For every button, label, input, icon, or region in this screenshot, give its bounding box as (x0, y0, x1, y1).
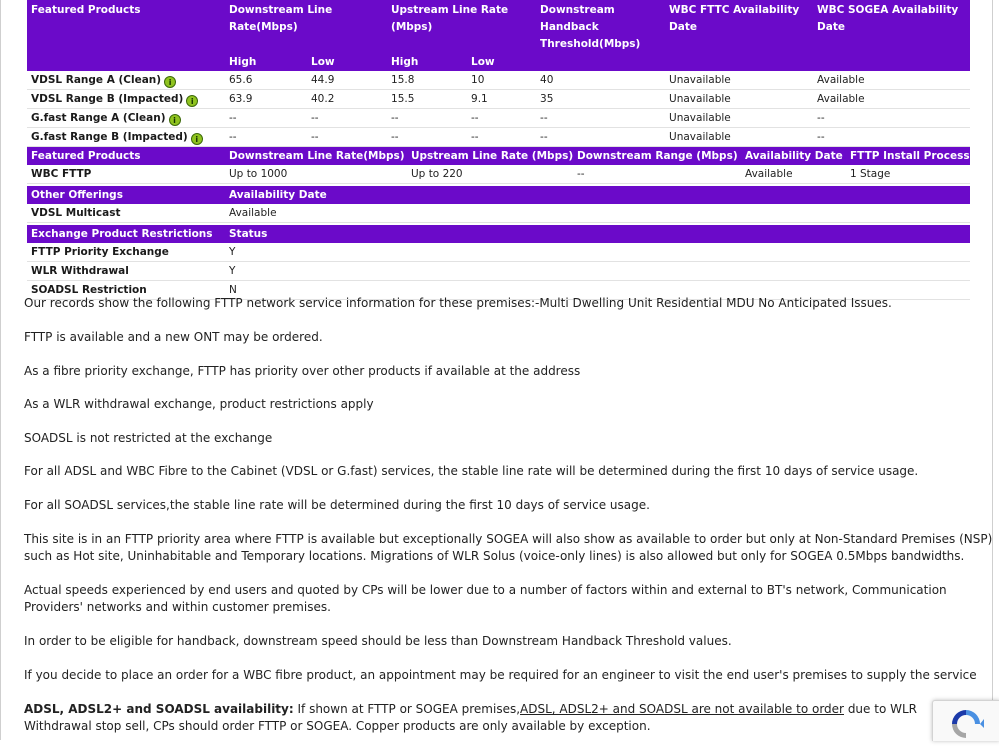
table-header-row (27, 186, 970, 204)
table-cell: Available (813, 71, 970, 90)
fttp-products-table (27, 147, 970, 184)
table-cell: -- (387, 128, 467, 147)
table-cell: Unavailable (665, 109, 813, 128)
table-cell: Y (225, 262, 970, 281)
row-label: VDSL Range B (Impacted) (31, 93, 184, 105)
row-label: VDSL Multicast (27, 204, 225, 223)
table-cell: 65.6 (225, 71, 307, 90)
table-cell: Y (225, 243, 970, 262)
recaptcha-icon (944, 706, 988, 746)
table-row (27, 90, 970, 109)
table-cell: -- (467, 128, 536, 147)
table-cell: Available (813, 90, 970, 109)
table-cell: Up to 220 (407, 165, 573, 184)
col-status: Status (225, 225, 970, 243)
row-label: WLR Withdrawal (27, 262, 225, 281)
table-cell: Unavailable (665, 90, 813, 109)
note-text: If shown at FTTP or SOGEA premises, (293, 702, 521, 716)
col-upstream-line-rate: Upstream Line Rate (Mbps) (387, 0, 536, 53)
table-cell: -- (813, 109, 970, 128)
table-cell: -- (225, 128, 307, 147)
table-cell: -- (573, 165, 741, 184)
table-header-row (27, 147, 970, 165)
table-cell: -- (467, 109, 536, 128)
note-paragraph: If you decide to place an order for a WBC fibre product, an appointment may be required for an engineer to visit the end user's premises to supply the service (24, 668, 977, 682)
col-downstream-line-rate: Downstream Line Rate(Mbps) (225, 147, 407, 165)
table-cell: -- (387, 109, 467, 128)
col-upstream-line-rate: Upstream Line Rate (Mbps) (407, 147, 573, 165)
table-cell: Unavailable (665, 71, 813, 90)
table-row (27, 109, 970, 128)
table-row (27, 165, 970, 184)
table-cell: -- (225, 109, 307, 128)
sub-upstream-low: Low (467, 53, 536, 71)
note-paragraph: Our records show the following FTTP network service information for these premises:-Multi Dwelling Unit Residential MDU No Anticipated Issues. (24, 296, 892, 310)
col-featured-products: Featured Products (27, 147, 225, 165)
row-label: VDSL Range A (Clean) (31, 74, 162, 86)
col-handback-threshold: Downstream Handback Threshold(Mbps) (536, 0, 665, 53)
col-featured-products: Featured Products (27, 0, 225, 71)
table-cell: Available (225, 204, 970, 223)
recaptcha-badge[interactable] (932, 700, 999, 741)
note-text: due to WLR Withdrawal stop sell, CPs should order FTTP or SOGEA. Copper products are only available by exception. (24, 702, 917, 733)
table-row (27, 71, 970, 90)
col-wbc-fttc-date: WBC FTTC Availability Date (665, 0, 813, 53)
table-cell: Unavailable (665, 128, 813, 147)
frame-border-left (0, 0, 1, 740)
table-row (27, 128, 970, 147)
note-bold-lead: ADSL, ADSL2+ and SOADSL availability: (24, 702, 294, 716)
table-cell: 44.9 (307, 71, 387, 90)
row-label: SOADSL Restriction (27, 281, 225, 300)
row-label: FTTP Priority Exchange (27, 243, 225, 262)
table-cell: Up to 1000 (225, 165, 407, 184)
table-cell: 35 (536, 90, 665, 109)
table-cell: 15.8 (387, 71, 467, 90)
col-fttp-install-process: FTTP Install Process (846, 147, 970, 165)
note-paragraph (24, 701, 984, 735)
table-row (27, 204, 970, 223)
table-cell: 40.2 (307, 90, 387, 109)
sub-upstream-high: High (387, 53, 467, 71)
frame-border-right (992, 0, 993, 700)
info-icon[interactable]: i (186, 95, 198, 107)
table-header-row (27, 0, 970, 53)
note-paragraph: SOADSL is not restricted at the exchange (24, 431, 273, 445)
table-header-row (27, 225, 970, 243)
col-wbc-sogea-date: WBC SOGEA Availability Date (813, 0, 970, 53)
note-paragraph: As a fibre priority exchange, FTTP has priority over other products if available at the address (24, 364, 581, 378)
table-cell: N (225, 281, 970, 300)
note-paragraph: In order to be eligible for handback, downstream speed should be less than Downstream Handback Threshold values. (24, 634, 732, 648)
col-availability-date: Availability Date (225, 186, 970, 204)
table-cell: -- (307, 128, 387, 147)
table-row (27, 262, 970, 281)
note-underline: ADSL, ADSL2+ and SOADSL are not available to order (520, 702, 844, 716)
note-paragraph: For all ADSL and WBC Fibre to the Cabinet (VDSL or G.fast) services, the stable line rate will be determined during the first 10 days of service usage. (24, 464, 919, 478)
col-downstream-line-rate: Downstream Line Rate(Mbps) (225, 0, 387, 53)
table-cell: -- (813, 128, 970, 147)
table-cell: -- (536, 128, 665, 147)
table-row (27, 243, 970, 262)
availability-tables (27, 0, 970, 300)
note-paragraph: As a WLR withdrawal exchange, product restrictions apply (24, 397, 374, 411)
sub-downstream-high: High (225, 53, 307, 71)
info-icon[interactable]: i (191, 133, 203, 145)
note-paragraph: Actual speeds experienced by end users and quoted by CPs will be lower due to a number of factors within and external to BT's network, Communication Providers' networks and within customer premises. (24, 583, 947, 614)
col-exchange-restrictions: Exchange Product Restrictions (27, 225, 225, 243)
info-icon[interactable]: i (164, 76, 176, 88)
exchange-restrictions-table (27, 225, 970, 300)
row-label: G.fast Range A (Clean) (31, 112, 166, 124)
row-label: WBC FTTP (27, 165, 225, 184)
col-other-offerings: Other Offerings (27, 186, 225, 204)
col-availability-date: Availability Date (741, 147, 846, 165)
table-cell: -- (307, 109, 387, 128)
table-cell: 10 (467, 71, 536, 90)
note-paragraph: This site is in an FTTP priority area where FTTP is available but exceptionally SOGEA will also show as available to order but only at Non-Standard Premises (NSP) such as Hot site, Uninhabitable and Temporary locations. Migrations of WLR Solus (voice-only lines) is also allowed but only for SOGEA 0.5Mbps bandwidths. (24, 532, 993, 563)
table-cell: Available (741, 165, 846, 184)
col-downstream-range: Downstream Range (Mbps) (573, 147, 741, 165)
note-paragraph: For all SOADSL services,the stable line rate will be determined during the first 10 days of service usage. (24, 498, 650, 512)
sub-downstream-low: Low (307, 53, 387, 71)
row-label: G.fast Range B (Impacted) (31, 131, 188, 143)
other-offerings-table (27, 186, 970, 223)
fttc-products-table (27, 0, 970, 147)
table-cell: 9.1 (467, 90, 536, 109)
table-cell: -- (536, 109, 665, 128)
table-cell: 40 (536, 71, 665, 90)
info-icon[interactable]: i (169, 114, 181, 126)
note-paragraph: FTTP is available and a new ONT may be ordered. (24, 330, 323, 344)
table-cell: 15.5 (387, 90, 467, 109)
table-cell: 63.9 (225, 90, 307, 109)
table-cell: 1 Stage (846, 165, 970, 184)
